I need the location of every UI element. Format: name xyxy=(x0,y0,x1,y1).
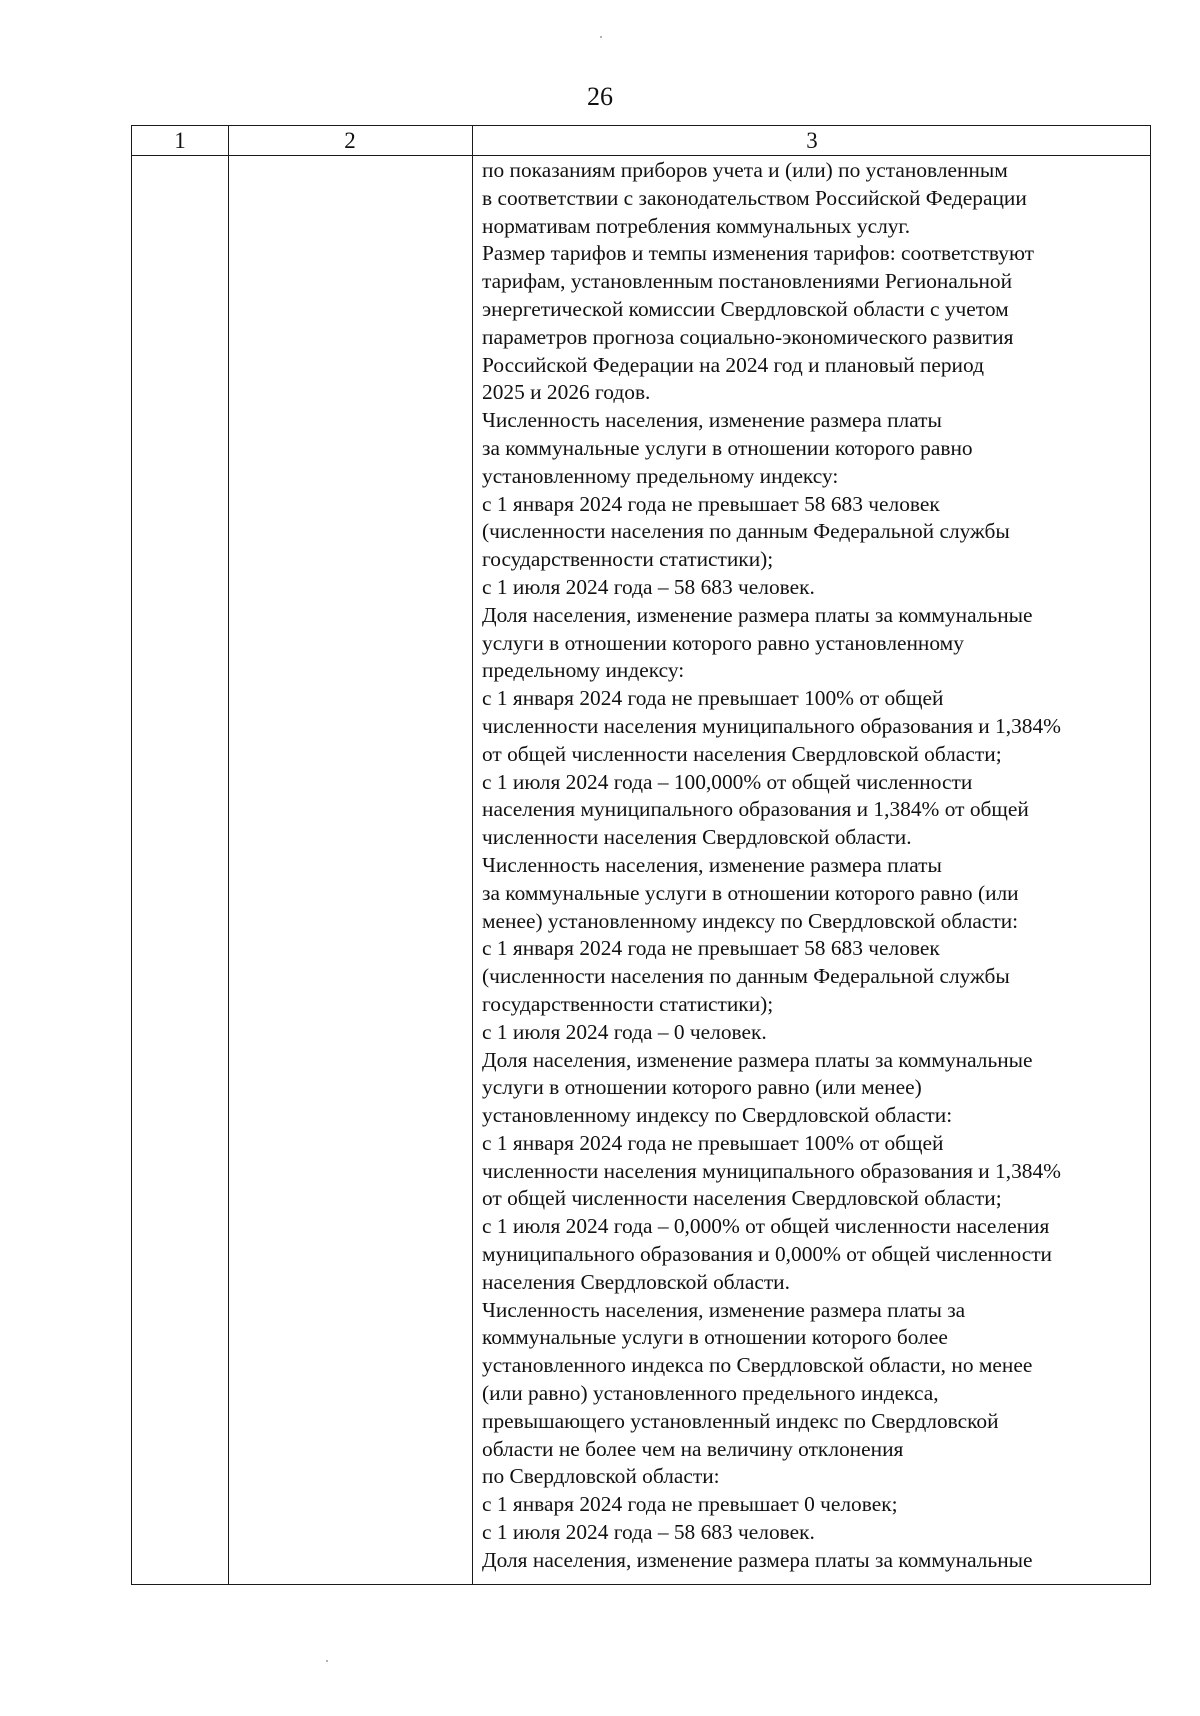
text-line: с 1 июля 2024 года – 0 человек. xyxy=(482,1019,767,1044)
header-cell-3: 3 xyxy=(806,128,818,153)
text-line: (численности населения по данным Федеральной службы xyxy=(482,964,1010,989)
text-line: нормативам потребления коммунальных услуг. xyxy=(482,213,911,238)
text-line: за коммунальные услуги в отношении которого равно xyxy=(482,435,973,460)
document-table xyxy=(131,125,1151,1585)
page-number: 26 xyxy=(587,82,613,111)
text-line: услуги в отношении которого равно (или менее) xyxy=(482,1075,922,1100)
text-line: Доля населения, изменение размера платы за коммунальные xyxy=(482,1547,1033,1572)
column-divider-1 xyxy=(228,126,229,1584)
text-line: с 1 июля 2024 года – 58 683 человек. xyxy=(482,1520,815,1545)
text-line: в соответствии с законодательством Российской Федерации xyxy=(482,185,1027,210)
text-line: менее) установленному индексу по Свердловской области: xyxy=(482,908,1019,933)
text-line: с 1 января 2024 года не превышает 58 683 человек xyxy=(482,936,940,961)
text-line: от общей численности населения Свердловской области; xyxy=(482,741,1002,766)
column-divider-2 xyxy=(472,126,473,1584)
text-line: установленному индексу по Свердловской области: xyxy=(482,1103,953,1128)
text-line: Доля населения, изменение размера платы за коммунальные xyxy=(482,1047,1033,1072)
text-line: населения Свердловской области. xyxy=(482,1269,790,1294)
text-line: Численность населения, изменение размера платы за xyxy=(482,1297,966,1322)
header-cell-2: 2 xyxy=(344,128,356,153)
text-line: с 1 января 2024 года не превышает 58 683 человек xyxy=(482,491,940,516)
text-line: тарифам, установленным постановлениями Региональной xyxy=(482,269,1013,294)
text-line: энергетической комиссии Свердловской области с учетом xyxy=(482,296,1009,321)
table-header-row xyxy=(132,126,1150,156)
text-line: Численность населения, изменение размера платы xyxy=(482,852,942,877)
text-line: государственности статистики); xyxy=(482,991,774,1016)
scan-speck xyxy=(326,1660,328,1662)
text-line: с 1 января 2024 года не превышает 100% от общей xyxy=(482,1130,944,1155)
text-line: параметров прогноза социально-экономического развития xyxy=(482,324,1014,349)
column-3-text xyxy=(482,157,1150,1575)
text-line: с 1 января 2024 года не превышает 0 человек; xyxy=(482,1492,898,1517)
text-line: установленному предельному индексу: xyxy=(482,463,839,488)
text-line: муниципального образования и 0,000% от общей численности xyxy=(482,1242,1053,1267)
text-line: установленного индекса по Свердловской области, но менее xyxy=(482,1353,1033,1378)
text-line: (или равно) установленного предельного индекса, xyxy=(482,1381,939,1406)
text-line: Размер тарифов и темпы изменения тарифов: соответствуют xyxy=(482,241,1035,266)
header-cell-1: 1 xyxy=(174,128,186,153)
text-line: 2025 и 2026 годов. xyxy=(482,380,651,405)
text-line: с 1 января 2024 года не превышает 100% от общей xyxy=(482,686,944,711)
text-line: за коммунальные услуги в отношении которого равно (или xyxy=(482,880,1019,905)
text-line: численности населения муниципального образования и 1,384% xyxy=(482,1158,1061,1183)
text-line: услуги в отношении которого равно установленному xyxy=(482,630,964,655)
text-line: (численности населения по данным Федеральной службы xyxy=(482,519,1010,544)
text-line: населения муниципального образования и 1,384% от общей xyxy=(482,797,1029,822)
text-line: численности населения Свердловской области. xyxy=(482,825,912,850)
text-line: по Свердловской области: xyxy=(482,1464,720,1489)
text-line: по показаниям приборов учета и (или) по установленным xyxy=(482,158,1008,182)
text-line: с 1 июля 2024 года – 100,000% от общей численности xyxy=(482,769,973,794)
text-line: Численность населения, изменение размера платы xyxy=(482,408,942,433)
text-line: области не более чем на величину отклонения xyxy=(482,1436,904,1461)
text-line: численности населения муниципального образования и 1,384% xyxy=(482,713,1061,738)
text-line: с 1 июля 2024 года – 0,000% от общей численности населения xyxy=(482,1214,1050,1239)
text-line: предельному индексу: xyxy=(482,658,685,683)
text-line: Российской Федерации на 2024 год и плановый период xyxy=(482,352,984,377)
text-line: государственности статистики); xyxy=(482,547,774,572)
text-line: превышающего установленный индекс по Свердловской xyxy=(482,1408,999,1433)
text-line: с 1 июля 2024 года – 58 683 человек. xyxy=(482,574,815,599)
scan-speck xyxy=(600,36,602,38)
text-line: Доля населения, изменение размера платы за коммунальные xyxy=(482,602,1033,627)
text-line: коммунальные услуги в отношении которого более xyxy=(482,1325,948,1350)
text-line: от общей численности населения Свердловской области; xyxy=(482,1186,1002,1211)
